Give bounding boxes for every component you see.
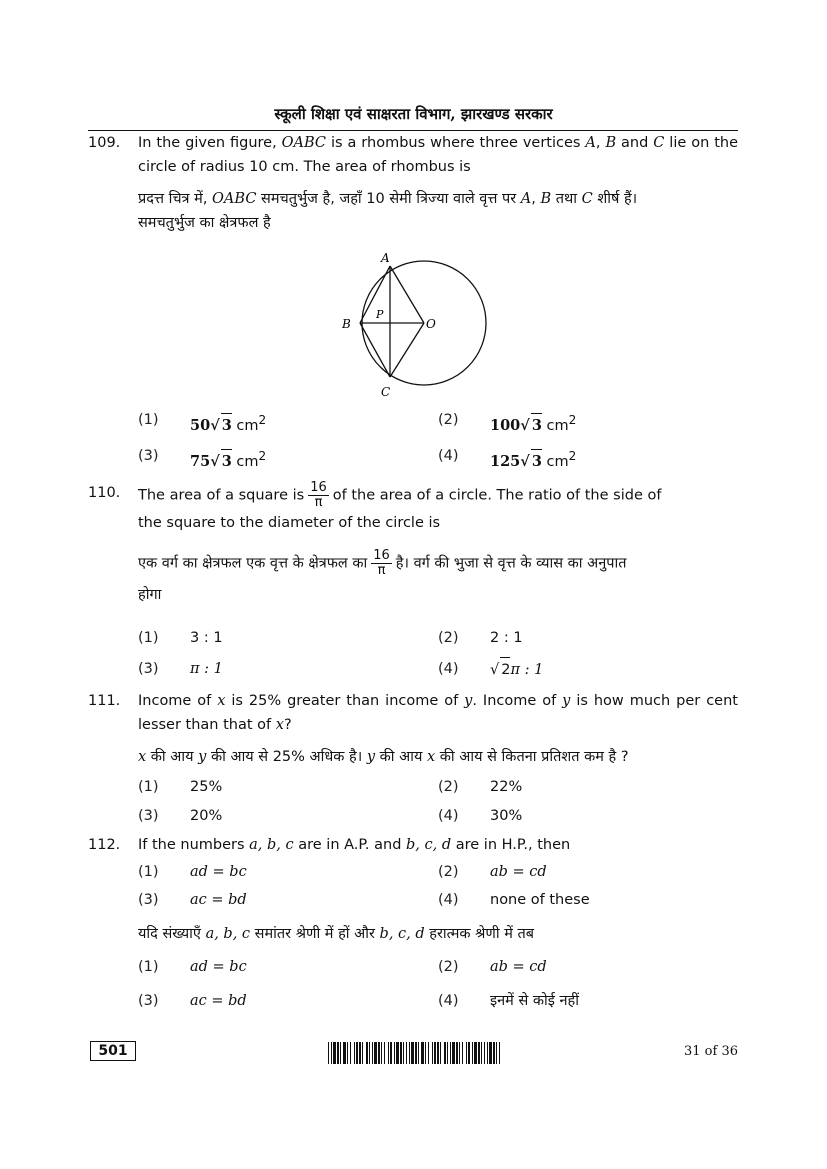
barcode-bar xyxy=(462,1042,463,1064)
math-var: y xyxy=(464,693,473,709)
page-number: 31 of 36 xyxy=(684,1044,738,1059)
fraction-numerator: 16 xyxy=(310,480,327,495)
booklet-code: 501 xyxy=(90,1041,136,1061)
barcode-bar xyxy=(390,1042,392,1064)
page-header: स्कूली शिक्षा एवं साक्षरता विभाग, झारखण्ड सरकार xyxy=(274,105,553,123)
option-number: (4) xyxy=(438,892,459,908)
text: है। वर्ग की भुजा से वृत्त के व्यास का अनुपात xyxy=(395,555,627,572)
radicand: 3 xyxy=(531,449,542,474)
text: की आय xyxy=(146,749,199,765)
option-value: 25% xyxy=(190,779,223,795)
option-number: (4) xyxy=(438,808,459,824)
label-o: O xyxy=(426,317,436,331)
text: If the numbers xyxy=(138,837,250,853)
q111-options xyxy=(138,775,738,831)
option-number: (2) xyxy=(438,779,459,795)
radicand: 2 xyxy=(500,657,510,682)
barcode-bar xyxy=(421,1042,424,1064)
barcode-bar xyxy=(474,1042,477,1064)
option-number: (3) xyxy=(138,808,159,824)
math-var: x xyxy=(275,717,284,733)
option-number: (1) xyxy=(138,412,159,428)
exponent: 2 xyxy=(568,413,577,427)
text: एक वर्ग का क्षेत्रफल एक वृत्त के क्षेत्रफल का xyxy=(138,555,368,572)
barcode-bar xyxy=(333,1042,336,1064)
radicand: 3 xyxy=(221,449,232,474)
option-number: (1) xyxy=(138,959,159,975)
math-var: y xyxy=(366,749,376,765)
question-number: 111. xyxy=(88,693,121,709)
question-112 xyxy=(88,833,738,857)
text: are in H.P., then xyxy=(451,837,571,853)
barcode-bar xyxy=(428,1042,429,1064)
option-number: (4) xyxy=(438,661,459,677)
text: the square to the diameter of the circle is xyxy=(138,515,441,531)
math-var: a, b, c xyxy=(249,837,294,853)
text: is how much per cent lesser than that of xyxy=(138,693,738,733)
barcode-bar xyxy=(440,1042,441,1064)
question-text-en xyxy=(138,131,738,179)
label-a: A xyxy=(381,251,390,265)
text: The area of a square is xyxy=(138,487,305,504)
option-number: (3) xyxy=(138,661,159,677)
text: In the given figure, xyxy=(138,135,282,151)
math-var: b, c, d xyxy=(379,926,425,942)
math-var: A xyxy=(585,135,596,151)
question-text-hi xyxy=(138,549,738,612)
option-value: 50√ 3 $cm^2$ xyxy=(190,408,266,438)
barcode-bar xyxy=(340,1042,341,1064)
barcode-bar xyxy=(484,1042,485,1064)
barcode-bar xyxy=(354,1042,355,1064)
question-109 xyxy=(88,131,738,251)
question-number: 109. xyxy=(88,135,121,151)
barcode-bar xyxy=(362,1042,363,1064)
question-112-hindi xyxy=(88,922,738,946)
question-text-en xyxy=(138,481,738,536)
label-b: B xyxy=(342,317,351,331)
barcode-bar xyxy=(456,1042,458,1064)
barcode-bar xyxy=(378,1042,380,1064)
math-var: B xyxy=(605,135,617,151)
option-value: 75√ 3 $cm^2$ xyxy=(190,444,266,474)
option-value: 2 : 1 xyxy=(490,630,523,646)
text: यदि संख्याएँ xyxy=(138,926,206,942)
text: ? xyxy=(283,717,292,733)
ratio: π : 1 xyxy=(510,662,544,678)
barcode-bar xyxy=(337,1042,339,1064)
fraction-numerator: 16 xyxy=(373,548,390,563)
barcode-bar xyxy=(381,1042,382,1064)
barcode-bar xyxy=(415,1042,417,1064)
barcode-bar xyxy=(487,1042,488,1064)
option-value: ab = cd xyxy=(490,959,547,975)
text: is a rhombus where three vertices xyxy=(326,135,586,151)
barcode-bar xyxy=(372,1042,373,1064)
barcode-bar xyxy=(374,1042,377,1064)
barcode-bar xyxy=(493,1042,495,1064)
option-value: π : 1 xyxy=(190,661,223,677)
option-value: √ 2π : 1 xyxy=(490,657,543,682)
text: समचतुर्भुज है, जहाँ 10 सेमी त्रिज्या वाले वृत्त पर xyxy=(256,191,521,207)
barcode-bar xyxy=(444,1042,446,1064)
coef: 50 xyxy=(190,416,211,434)
unit: cm xyxy=(231,453,259,470)
barcode-bar xyxy=(452,1042,455,1064)
barcode-bar xyxy=(496,1042,497,1064)
option-number: (1) xyxy=(138,779,159,795)
option-value: 20% xyxy=(190,808,223,824)
question-text-hi xyxy=(138,187,738,235)
text: होगा xyxy=(138,587,162,603)
barcode-bar xyxy=(356,1042,358,1064)
barcode-bar xyxy=(406,1042,407,1064)
text: of the area of a circle. The ratio of the side of xyxy=(332,487,662,504)
barcode-bar xyxy=(478,1042,480,1064)
math-var: x xyxy=(217,693,226,709)
barcode-bar xyxy=(384,1042,385,1064)
barcode-bar xyxy=(394,1042,395,1064)
side-oa xyxy=(390,266,424,323)
text: हरात्मक श्रेणी में तब xyxy=(424,926,535,942)
option-value: ab = cd xyxy=(490,864,547,880)
option-value: इनमें से कोई नहीं xyxy=(490,993,579,1009)
text: . Income of xyxy=(472,693,563,709)
text: समांतर श्रेणी में हों और xyxy=(250,926,380,942)
option-value: ac = bd xyxy=(190,892,247,908)
q112-options-hi xyxy=(138,955,738,1015)
text: की आय से कितना प्रतिशत कम है ? xyxy=(435,749,629,765)
coef: 75 xyxy=(190,452,211,470)
q109-options xyxy=(138,408,738,468)
text: Income of xyxy=(138,693,218,709)
barcode-bar xyxy=(425,1042,426,1064)
text: शीर्ष हैं। xyxy=(592,191,638,207)
text: is 25% greater than income of xyxy=(225,693,465,709)
option-value: none of these xyxy=(490,892,590,908)
barcode xyxy=(328,1042,500,1064)
text: की आय से 25% अधिक है। xyxy=(206,749,367,765)
option-number: (1) xyxy=(138,864,159,880)
barcode-bar xyxy=(328,1042,329,1064)
unit: cm xyxy=(541,453,569,470)
option-number: (4) xyxy=(438,448,459,464)
option-number: (2) xyxy=(438,864,459,880)
math-var: OABC xyxy=(281,135,327,151)
barcode-bar xyxy=(472,1042,473,1064)
barcode-bar xyxy=(411,1042,414,1064)
option-value: ad = bc xyxy=(190,864,247,880)
math-var: x xyxy=(427,749,436,765)
question-number: 112. xyxy=(88,837,121,853)
option-value: 125√ 3 $cm^2$ xyxy=(490,444,576,474)
barcode-bar xyxy=(481,1042,482,1064)
fraction xyxy=(308,481,329,510)
option-value: ad = bc xyxy=(190,959,247,975)
coef: 100 xyxy=(490,416,521,434)
unit: cm xyxy=(231,417,259,434)
barcode-bar xyxy=(343,1042,346,1064)
q112-options-en xyxy=(138,860,738,914)
side-bc xyxy=(360,323,390,377)
math-var: x xyxy=(138,749,147,765)
barcode-bar xyxy=(409,1042,410,1064)
barcode-bar xyxy=(347,1042,348,1064)
option-number: (1) xyxy=(138,630,159,646)
rhombus-circle-figure xyxy=(330,246,510,402)
option-value: 3 : 1 xyxy=(190,630,223,646)
option-number: (4) xyxy=(438,993,459,1009)
coef: 125 xyxy=(490,452,521,470)
barcode-bar xyxy=(437,1042,439,1064)
barcode-bar xyxy=(396,1042,399,1064)
text: , xyxy=(595,135,606,151)
math-var: b, c, d xyxy=(406,837,452,853)
barcode-bar xyxy=(468,1042,470,1064)
barcode-bar xyxy=(403,1042,404,1064)
exponent: 2 xyxy=(568,449,577,463)
question-text-hi xyxy=(138,922,738,946)
barcode-bar xyxy=(400,1042,402,1064)
text: are in A.P. and xyxy=(293,837,407,853)
barcode-bar xyxy=(450,1042,451,1064)
exponent: 2 xyxy=(258,413,267,427)
barcode-bar xyxy=(388,1042,389,1064)
fraction-denominator: π xyxy=(377,563,386,578)
text: तथा xyxy=(551,191,582,207)
option-number: (3) xyxy=(138,892,159,908)
barcode-bar xyxy=(466,1042,467,1064)
barcode-bar xyxy=(432,1042,433,1064)
radicand: 3 xyxy=(221,413,232,438)
math-var: A xyxy=(520,191,532,207)
question-text-en xyxy=(138,689,738,737)
side-ab xyxy=(360,266,390,323)
math-var: C xyxy=(581,191,593,207)
barcode-bar xyxy=(366,1042,368,1064)
question-text-hi xyxy=(138,745,738,769)
barcode-bar xyxy=(459,1042,460,1064)
label-c: C xyxy=(381,385,391,399)
math-var: a, b, c xyxy=(205,926,251,942)
unit: cm xyxy=(541,417,569,434)
barcode-bar xyxy=(350,1042,351,1064)
option-value: ac = bd xyxy=(190,993,247,1009)
barcode-bar xyxy=(418,1042,419,1064)
option-number: (2) xyxy=(438,412,459,428)
question-number: 110. xyxy=(88,485,121,501)
fraction-denominator: π xyxy=(314,495,323,510)
option-number: (3) xyxy=(138,448,159,464)
option-value: 30% xyxy=(490,808,523,824)
option-value: 100√ 3 $cm^2$ xyxy=(490,408,576,438)
text: and xyxy=(616,135,654,151)
text: lie on the circle of radius 10 cm. The area of rhombus is xyxy=(138,135,739,175)
barcode-bar xyxy=(499,1042,500,1064)
question-text-en xyxy=(138,833,738,857)
math-var: B xyxy=(540,191,552,207)
fraction xyxy=(371,549,392,578)
barcode-bar xyxy=(359,1042,361,1064)
math-var: C xyxy=(653,135,665,151)
question-111 xyxy=(88,689,738,769)
option-number: (2) xyxy=(438,959,459,975)
text: , xyxy=(531,191,541,207)
text: समचतुर्भुज का क्षेत्रफल है xyxy=(138,215,271,231)
question-110 xyxy=(88,481,738,621)
side-co xyxy=(390,323,424,377)
barcode-bar xyxy=(447,1042,448,1064)
option-number: (3) xyxy=(138,993,159,1009)
option-number: (2) xyxy=(438,630,459,646)
option-value: 22% xyxy=(490,779,523,795)
barcode-bar xyxy=(489,1042,492,1064)
math-var: y xyxy=(198,749,207,765)
barcode-bar xyxy=(434,1042,436,1064)
text: प्रदत्त चित्र में, xyxy=(138,191,213,207)
barcode-bar xyxy=(369,1042,370,1064)
q110-options xyxy=(138,626,738,682)
text: की आय xyxy=(375,749,427,765)
exponent: 2 xyxy=(258,449,267,463)
radicand: 3 xyxy=(531,413,542,438)
math-var: OABC xyxy=(212,191,257,207)
label-p: P xyxy=(376,308,384,321)
math-var: y xyxy=(562,693,571,709)
barcode-bar xyxy=(331,1042,332,1064)
